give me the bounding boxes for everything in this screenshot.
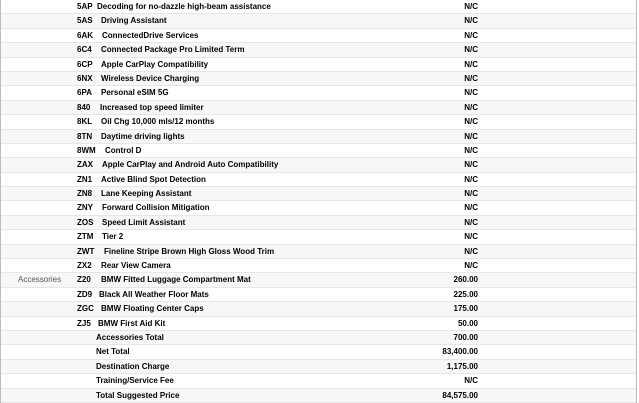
total-label: Total Suggested Price <box>96 390 180 400</box>
totals-row <box>1 374 636 388</box>
option-price: N/C <box>464 261 478 271</box>
total-price: 83,400.00 <box>442 347 478 357</box>
option-code: 6C4 <box>77 45 92 55</box>
option-description: Speed Limit Assistant <box>102 217 186 227</box>
option-price: 175.00 <box>453 304 478 314</box>
table-row <box>1 29 636 43</box>
option-price: N/C <box>464 117 478 127</box>
total-price: 1,175.00 <box>446 361 478 371</box>
option-code: 6CP <box>77 59 93 69</box>
option-price: N/C <box>464 102 478 112</box>
option-price: 50.00 <box>457 318 478 328</box>
option-description: Personal eSIM 5G <box>101 88 169 98</box>
option-price: N/C <box>464 203 478 213</box>
total-label: Training/Service Fee <box>96 376 174 386</box>
total-label: Accessories Total <box>96 332 164 342</box>
option-description: Active Blind Spot Detection <box>101 174 206 184</box>
option-code: Z20 <box>77 275 91 285</box>
option-description: Decoding for no-dazzle high-beam assistance <box>97 2 271 11</box>
table-row <box>1 115 636 129</box>
option-code: ZX2 <box>77 261 92 271</box>
option-price: N/C <box>464 131 478 141</box>
table-row <box>1 43 636 57</box>
option-code: ZN1 <box>77 174 93 184</box>
option-price: N/C <box>464 246 478 256</box>
table-row <box>1 14 636 28</box>
option-description: Fineline Stripe Brown High Gloss Wood Trim <box>104 246 275 256</box>
option-description: Apple CarPlay Compatibility <box>101 59 209 69</box>
table-row <box>1 201 636 215</box>
option-code: ZN8 <box>77 189 93 199</box>
option-description: Black All Weather Floor Mats <box>99 289 209 299</box>
option-price: 260.00 <box>453 275 478 285</box>
option-price: N/C <box>464 59 478 69</box>
table-row <box>1 58 636 72</box>
option-price: N/C <box>464 16 478 26</box>
total-price: N/C <box>464 376 478 386</box>
option-price: 225.00 <box>453 289 478 299</box>
option-code: 6AK <box>77 30 94 40</box>
option-description: Control D <box>105 145 142 155</box>
table-row <box>1 0 636 14</box>
option-description: BMW Floating Center Caps <box>101 304 204 314</box>
table-row <box>1 216 636 230</box>
option-description: Daytime driving lights <box>101 131 185 141</box>
option-code: ZGC <box>77 304 94 314</box>
option-code: 6NX <box>77 73 93 83</box>
totals-row <box>1 331 636 345</box>
option-description: BMW First Aid Kit <box>98 318 166 328</box>
option-description: Rear View Camera <box>101 261 171 271</box>
table-row <box>1 245 636 259</box>
option-code: 8TN <box>77 131 93 141</box>
table-row <box>1 259 636 273</box>
option-price: N/C <box>464 2 478 11</box>
table-row <box>1 144 636 158</box>
option-description: Forward Collision Mitigation <box>102 203 210 213</box>
option-price: N/C <box>464 45 478 55</box>
table-row <box>1 230 636 244</box>
option-description: ConnectedDrive Services <box>102 30 199 40</box>
total-label: Net Total <box>96 347 130 357</box>
option-description: Connected Package Pro Limited Term <box>101 45 245 55</box>
total-label: Destination Charge <box>96 361 170 371</box>
table-row <box>1 86 636 100</box>
total-price: 700.00 <box>453 332 478 342</box>
table-row <box>1 101 636 115</box>
option-table <box>1 0 636 403</box>
table-row <box>1 273 636 287</box>
option-price: N/C <box>464 30 478 40</box>
option-price: N/C <box>464 189 478 199</box>
option-price: N/C <box>464 160 478 170</box>
table-row <box>1 173 636 187</box>
option-description: Oil Chg 10,000 mls/12 months <box>101 117 215 127</box>
table-row <box>1 72 636 86</box>
option-code: ZOS <box>77 217 94 227</box>
table-row <box>1 187 636 201</box>
table-row <box>1 158 636 172</box>
option-price: N/C <box>464 232 478 242</box>
option-price: N/C <box>464 174 478 184</box>
option-code: 5AP <box>77 2 93 11</box>
option-code: 8WM <box>77 145 96 155</box>
option-price: N/C <box>464 88 478 98</box>
option-code: ZTM <box>77 232 94 242</box>
option-description: Increased top speed limiter <box>100 102 204 112</box>
option-description: Wireless Device Charging <box>101 73 200 83</box>
option-description: Driving Assistant <box>101 16 167 26</box>
option-code: 5AS <box>77 16 93 26</box>
table-row <box>1 130 636 144</box>
option-code: ZD9 <box>77 289 93 299</box>
table-row <box>1 317 636 331</box>
totals-row <box>1 360 636 374</box>
total-price: 84,575.00 <box>442 390 478 400</box>
table-row <box>1 288 636 302</box>
option-code: 8KL <box>77 117 93 127</box>
option-code: 840 <box>77 102 91 112</box>
option-description: Apple CarPlay and Android Auto Compatibility <box>102 160 279 170</box>
option-description: BMW Fitted Luggage Compartment Mat <box>101 275 251 285</box>
option-code: ZNY <box>77 203 93 213</box>
option-code: ZWT <box>77 246 95 256</box>
option-price: N/C <box>464 73 478 83</box>
totals-row <box>1 345 636 359</box>
option-description: Lane Keeping Assistant <box>101 189 192 199</box>
option-code: 6PA <box>77 88 92 98</box>
option-code: ZAX <box>77 160 93 170</box>
totals-row <box>1 389 636 403</box>
table-row <box>1 302 636 316</box>
option-price: N/C <box>464 217 478 227</box>
option-description: Tier 2 <box>102 232 124 242</box>
section-label: Accessories <box>18 275 62 285</box>
option-price: N/C <box>464 145 478 155</box>
option-code: ZJ5 <box>77 318 91 328</box>
